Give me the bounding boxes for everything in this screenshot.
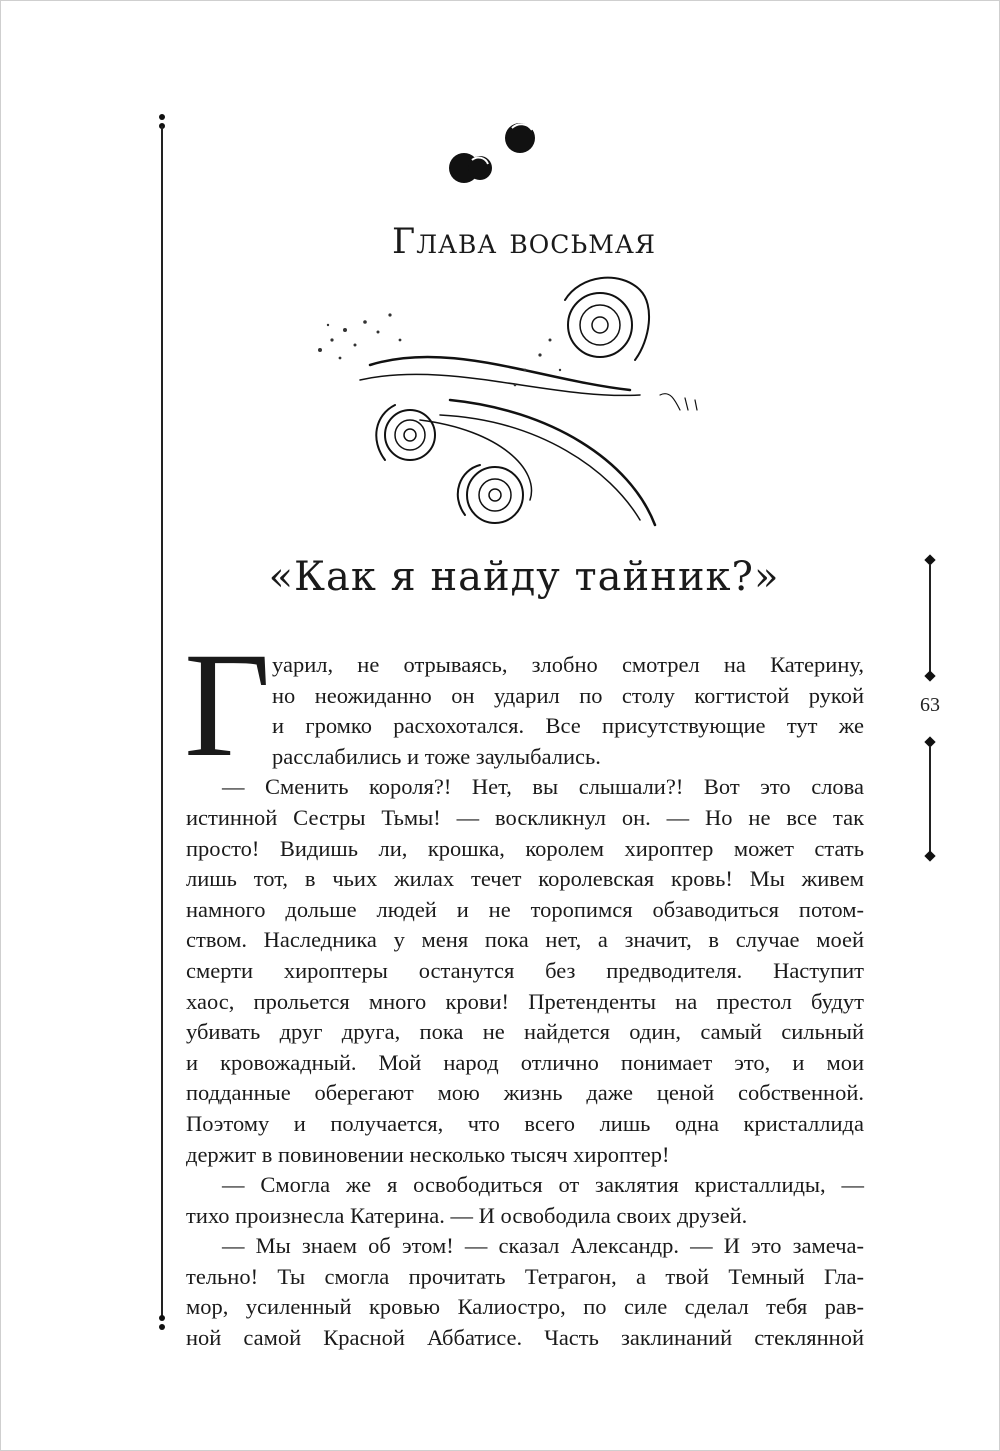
moon-phases-icon: [440, 118, 600, 198]
chapter-title: «Как я найду тайник?»: [268, 554, 780, 600]
drop-cap: Г: [184, 622, 271, 788]
text-line: ной самой Красной Аббатисе. Часть заклинаний стеклянной: [186, 1325, 864, 1351]
left-margin-rule: [160, 114, 164, 1332]
text-line: но неожиданно он ударил по столу когтистой рукой: [272, 682, 864, 708]
marker-diamond: [924, 670, 935, 681]
text-line: тихо произнесла Катерина. — И освободила своих друзей.: [186, 1202, 748, 1228]
text-line: расслабились и тоже заулыбались.: [272, 743, 601, 769]
text-line: убивать друг друга, пока не найдется один, самый сильный: [186, 1019, 864, 1045]
marker-diamond: [924, 850, 935, 861]
text-line: и громко расхохотался. Все присутствующие тут же: [272, 713, 864, 739]
body-text: [186, 650, 864, 1354]
text-line: держит в повиновении несколько тысяч хироптер!: [186, 1141, 670, 1167]
text-line: и кровожадный. Мой народ отлично понимает это, и мои: [186, 1049, 864, 1075]
text-line: — Мы знаем об этом! — сказал Александр. — И это замеча-: [222, 1233, 864, 1259]
swirl-ornament-icon: [300, 270, 710, 530]
page-number: 63: [920, 694, 940, 716]
chapter-label: Глава восьмая: [392, 222, 656, 262]
text-line: — Сменить короля?! Нет, вы слышали?! Вот это слова: [222, 774, 864, 800]
rule-dot: [159, 1315, 165, 1321]
marker-line: [929, 746, 931, 858]
text-line: хаос, прольется много крови! Претенденты на престол будут: [186, 988, 864, 1014]
text-line: истинной Сестры Тьмы! — воскликнул он. — Но не все так: [186, 804, 864, 830]
text-line: — Смогла же я освободиться от заклятия кристаллиды, —: [222, 1172, 864, 1198]
rule-dot: [159, 114, 165, 120]
rule-dot: [159, 1324, 165, 1330]
text-line: лишь тот, в чьих жилах течет королевская кровь! Мы живем: [186, 866, 864, 892]
marker-line: [929, 564, 931, 676]
rule-line: [161, 126, 163, 1320]
text-line: тельно! Ты смогла прочитать Тетрагон, а твой Темный Гла-: [186, 1263, 864, 1289]
text-line: намного дольше людей и не торопимся обзаводиться потом-: [186, 896, 864, 922]
text-line: просто! Видишь ли, крошка, королем хироптер может стать: [186, 835, 864, 861]
text-line: Поэтому и получается, что всего лишь одна кристаллида: [186, 1110, 864, 1136]
text-line: уарил, не отрываясь, злобно смотрел на Катерину,: [272, 652, 864, 677]
text-line: подданные оберегают мою жизнь даже ценой собственной.: [186, 1080, 864, 1106]
text-line: мор, усиленный кровью Калиостро, по силе сделал тебя рав-: [186, 1294, 864, 1320]
text-line: смерти хироптеры останутся без предводителя. Наступит: [186, 957, 864, 983]
text-line: ством. Наследника у меня пока нет, а значит, в случае моей: [186, 927, 864, 953]
